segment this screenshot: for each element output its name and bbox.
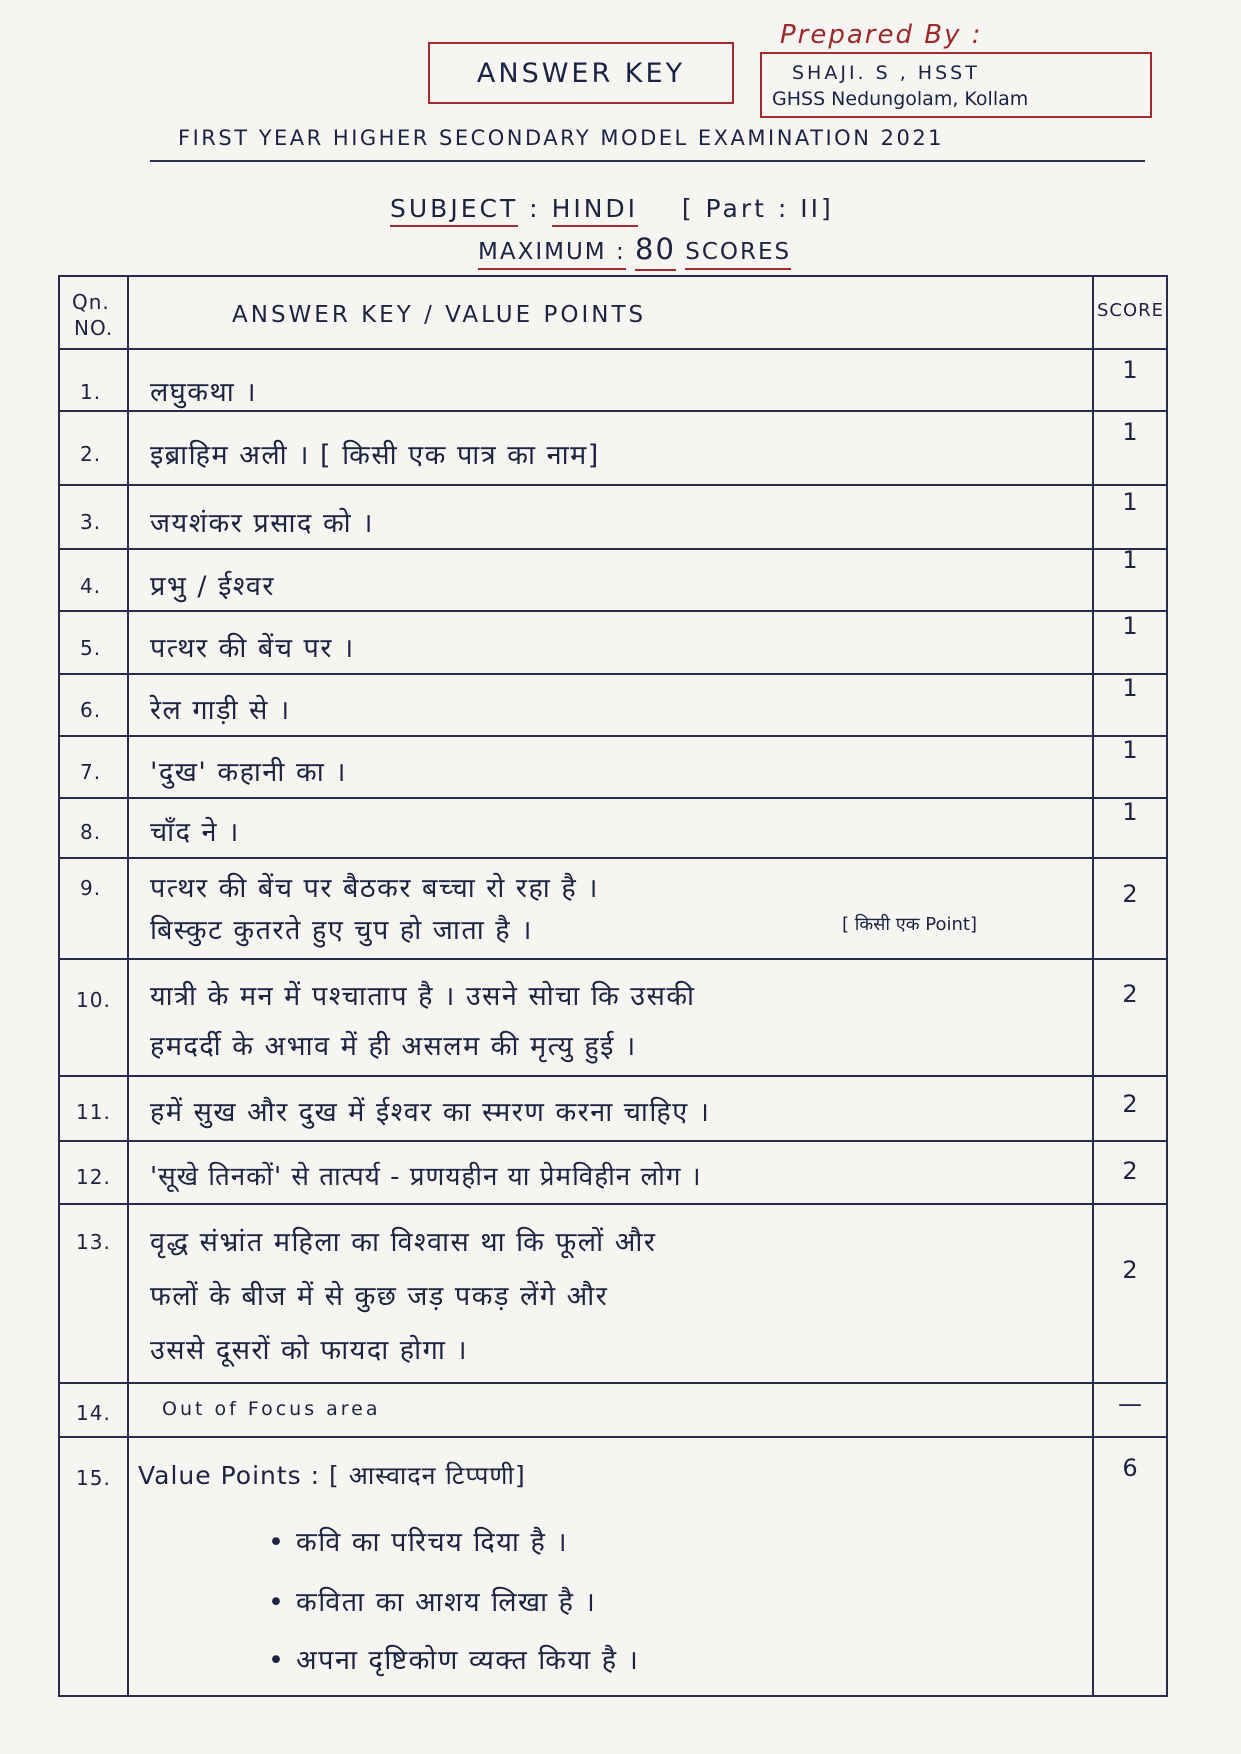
row-divider — [58, 735, 1168, 737]
answer-text: लघुकथा । — [150, 377, 258, 408]
answer-text: उससे दूसरों को फायदा होगा । — [150, 1335, 469, 1366]
question-number: 13. — [76, 1230, 111, 1254]
value-point: • कवि का परिचय दिया है । — [268, 1522, 568, 1559]
question-number: 6. — [80, 698, 102, 722]
score-value: 1 — [1122, 736, 1138, 764]
qno-header-line1: Qn. — [72, 290, 110, 314]
score-value: 6 — [1122, 1454, 1138, 1482]
score-value: 1 — [1122, 612, 1138, 640]
maximum-label: MAXIMUM : — [478, 239, 626, 270]
answer-text: रेल गाड़ी से । — [150, 695, 291, 726]
question-number: 3. — [80, 510, 102, 534]
row-divider — [58, 1075, 1168, 1077]
question-number: 9. — [80, 876, 102, 900]
row-divider — [58, 548, 1168, 550]
question-number: 8. — [80, 820, 102, 844]
maximum-line — [478, 232, 791, 266]
prepared-by-label: Prepared By : — [780, 20, 983, 50]
value-point: • कविता का आशय लिखा है । — [268, 1582, 596, 1619]
score-value: 1 — [1122, 798, 1138, 826]
score-value: 2 — [1122, 880, 1138, 908]
question-number: 15. — [76, 1466, 111, 1490]
answer-header: ANSWER KEY / VALUE POINTS — [232, 302, 647, 328]
score-value: 2 — [1122, 1157, 1138, 1185]
row-divider — [58, 1382, 1168, 1384]
answer-text: हमदर्दी के अभाव में ही असलम की मृत्यु हुई । — [150, 1031, 637, 1062]
answer-text: इब्राहिम अली । [ किसी एक पात्र का नाम] — [150, 440, 600, 471]
row-divider — [58, 958, 1168, 960]
answer-text: Out of Focus area — [162, 1398, 381, 1420]
qno-column-divider — [127, 275, 129, 1697]
question-number: 4. — [80, 574, 102, 598]
answer-text: बिस्कुट कुतरते हुए चुप हो जाता है । — [150, 915, 533, 946]
maximum-unit: SCORES — [685, 239, 791, 270]
prepared-by-school: GHSS Nedungolam, Kollam — [772, 88, 1029, 110]
row-divider — [58, 410, 1168, 412]
question-number: 2. — [80, 442, 102, 466]
score-value: 1 — [1122, 488, 1138, 516]
score-value: — — [1118, 1390, 1142, 1418]
subject-line — [390, 194, 834, 223]
score-value: 1 — [1122, 674, 1138, 702]
score-value: 1 — [1122, 418, 1138, 446]
prepared-by-box — [760, 52, 1152, 118]
score-value: 2 — [1122, 1090, 1138, 1118]
question-number: 10. — [76, 988, 111, 1012]
row-divider — [58, 673, 1168, 675]
answer-text: यात्री के मन में पश्चाताप है । उसने सोचा कि उसकी — [150, 981, 696, 1012]
answer-text: पत्थर की बेंच पर । — [150, 633, 355, 664]
row-divider — [58, 348, 1168, 350]
answer-text: चाँद ने । — [150, 817, 240, 848]
subject-label: SUBJECT — [390, 194, 518, 227]
score-value: 1 — [1122, 546, 1138, 574]
row-divider — [58, 1436, 1168, 1438]
question-number: 7. — [80, 760, 102, 784]
row-divider — [58, 797, 1168, 799]
question-number: 1. — [80, 380, 102, 404]
row-divider — [58, 857, 1168, 859]
score-value: 1 — [1122, 356, 1138, 384]
question-number: 12. — [76, 1165, 111, 1189]
subject-value: HINDI — [552, 194, 639, 227]
score-value: 2 — [1122, 1256, 1138, 1284]
score-value: 2 — [1122, 980, 1138, 1008]
answer-text: फलों के बीज में से कुछ जड़ पकड़ लेंगे और — [150, 1281, 609, 1312]
row-divider — [58, 610, 1168, 612]
answer-text: वृद्ध संभ्रांत महिला का विश्वास था कि फूलों और — [150, 1227, 657, 1258]
score-header: SCORE — [1097, 300, 1165, 321]
row-divider — [58, 1140, 1168, 1142]
row-divider — [58, 484, 1168, 486]
question-number: 14. — [76, 1401, 111, 1425]
exam-title-underline — [150, 160, 1145, 162]
answer-text: 'सूखे तिनकों' से तात्पर्य - प्रणयहीन या प्रेमविहीन लोग । — [150, 1162, 702, 1192]
answer-text: जयशंकर प्रसाद को । — [150, 508, 374, 539]
subject-separator: : — [529, 194, 541, 223]
answer-key-title: ANSWER KEY — [476, 57, 686, 89]
subject-part: [ Part : II] — [681, 194, 834, 223]
answer-text: हमें सुख और दुख में ईश्वर का स्मरण करना चाहिए । — [150, 1097, 711, 1128]
answer-text: 'दुख' कहानी का । — [150, 757, 348, 788]
maximum-value: 80 — [635, 232, 676, 271]
question-number: 11. — [76, 1100, 111, 1124]
question-number: 5. — [80, 636, 102, 660]
value-point: • अपना दृष्टिकोण व्यक्त किया है । — [268, 1640, 639, 1677]
row-divider — [58, 1203, 1168, 1205]
answer-text: प्रभु / ईश्वर — [150, 571, 275, 602]
answer-note: [ किसी एक Point] — [842, 914, 977, 935]
answer-text: Value Points : [ आस्वादन टिप्पणी] — [138, 1461, 526, 1490]
answer-key-title-box — [428, 42, 734, 104]
prepared-by-name: SHAJI. S , HSST — [792, 62, 980, 84]
qno-header-line2: NO. — [74, 316, 114, 340]
exam-title: FIRST YEAR HIGHER SECONDARY MODEL EXAMINATION 2021 — [178, 126, 945, 150]
answer-text: पत्थर की बेंच पर बैठकर बच्चा रो रहा है । — [150, 873, 600, 904]
